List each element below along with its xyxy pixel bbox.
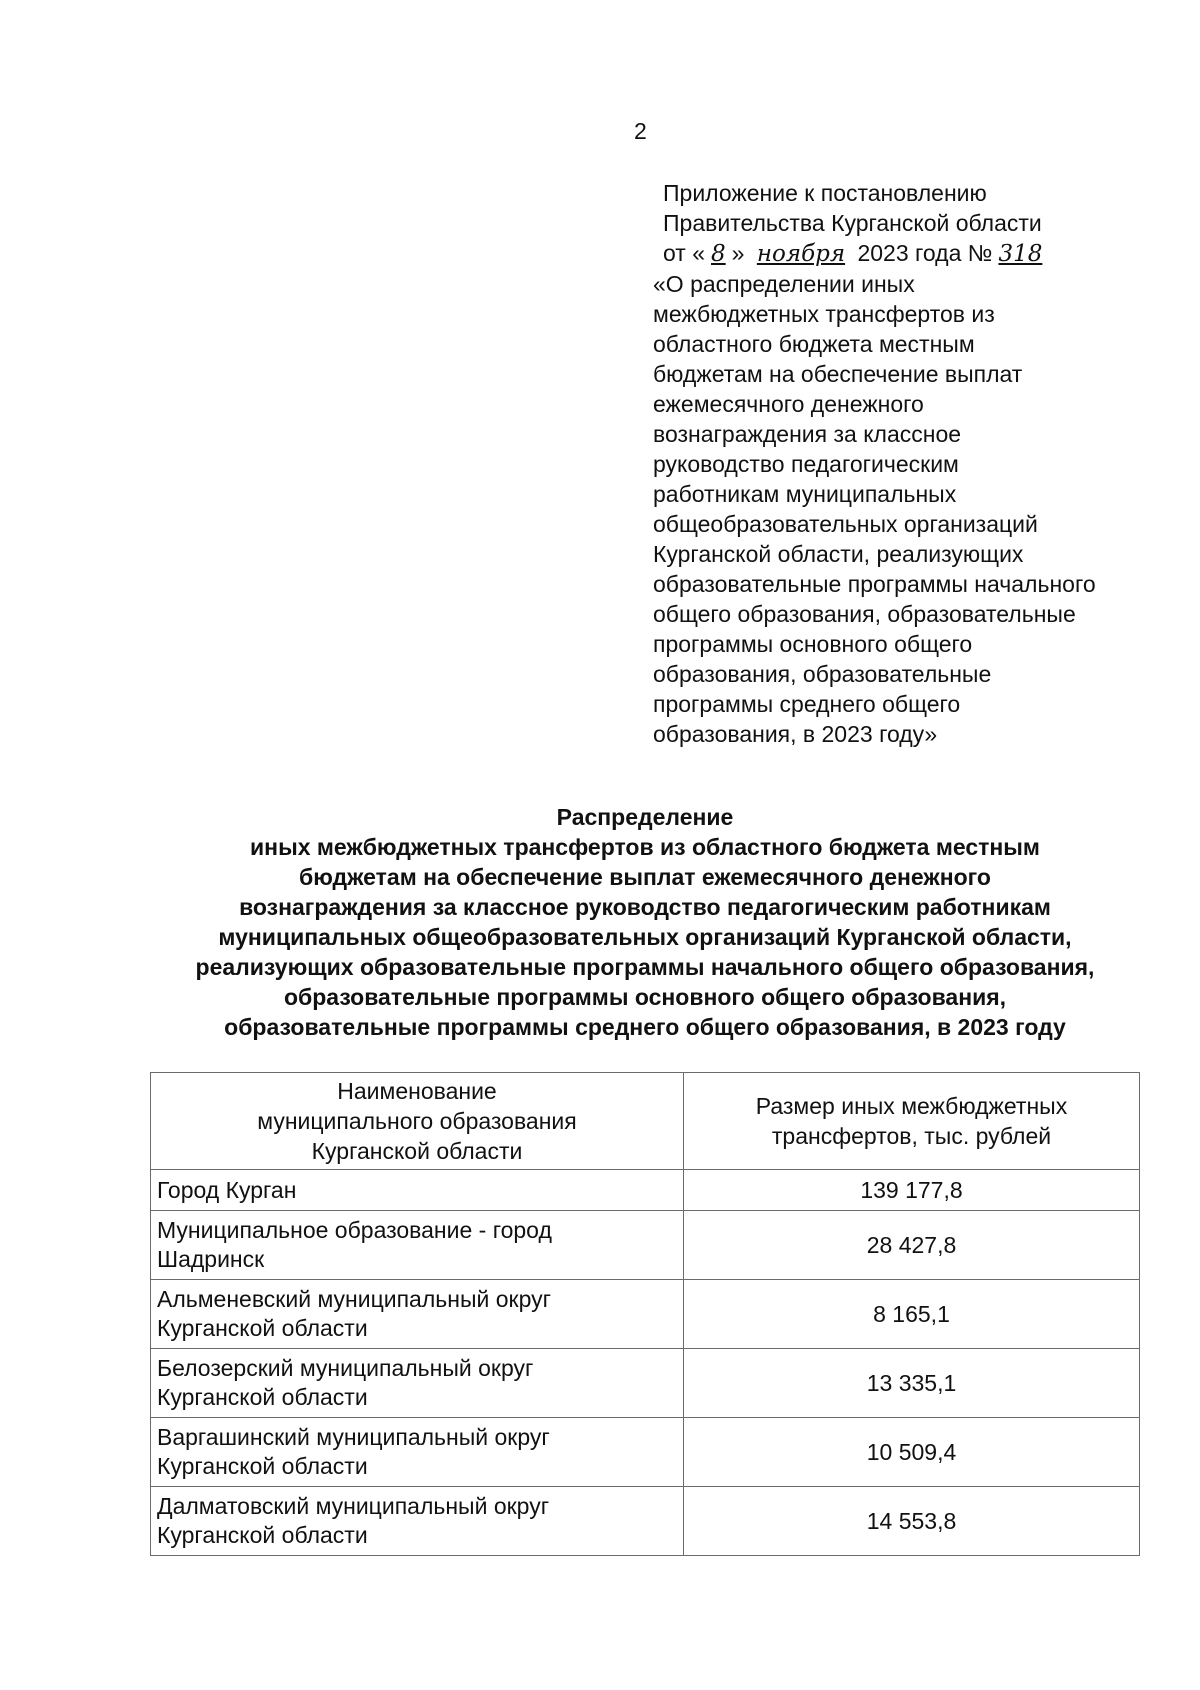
table-row [151,1349,1140,1418]
municipality-name [151,1349,684,1418]
appendix-body-line: общеобразовательных организаций [653,511,1038,537]
transfer-amount: 10 509,4 [684,1418,1140,1487]
date-prefix: от « [663,240,706,266]
header-amount [684,1073,1140,1170]
appendix-body-line: бюджетам на обеспечение выплат [653,361,1023,387]
name-line: Белозерский муниципальный округ [157,1355,534,1381]
handwritten-month: ноября [756,241,846,267]
transfer-amount: 8 165,1 [684,1280,1140,1349]
title-line: образовательные программы основного общего образования, [283,984,1007,1010]
document-title [150,802,1140,1042]
appendix-body [653,269,1096,749]
title-line: иных межбюджетных трансфертов из областного бюджета местным [250,834,1040,860]
handwritten-number: 318 [998,241,1043,267]
transfer-amount: 14 553,8 [684,1487,1140,1556]
title-line: образовательные программы среднего общего образования, в 2023 году [224,1014,1066,1040]
table-row [151,1418,1140,1487]
name-line: Город Курган [157,1177,297,1203]
name-line: Курганской области [157,1384,368,1410]
municipality-name [151,1280,684,1349]
name-line: Муниципальное образование - город [157,1217,552,1243]
title-line: муниципальных общеобразовательных организаций Курганской области, [218,924,1072,950]
appendix-body-line: межбюджетных трансфертов из [653,301,995,327]
appendix-body-line: образовательные программы начального [653,571,1096,597]
name-line: Варгашинский муниципальный округ [157,1424,550,1450]
date-mid: » [731,240,745,266]
title-heading: Распределение [556,804,734,830]
handwritten-day: 8 [711,241,726,267]
table-row [151,1487,1140,1556]
header-text: Наименование [337,1078,497,1104]
municipality-name [151,1170,684,1211]
appendix-body-line: руководство педагогическим [653,451,959,477]
appendix-body-line: «О распределении иных [653,271,915,297]
appendix-body-line: программы основного общего [653,631,973,657]
municipality-name [151,1211,684,1280]
table-row [151,1170,1140,1211]
name-line: Курганской области [157,1315,368,1341]
transfer-amount: 139 177,8 [684,1170,1140,1211]
appendix-body-line: образования, в 2023 году» [653,721,938,747]
name-line: Курганской области [157,1453,368,1479]
name-line: Шадринск [157,1246,265,1272]
header-text: муниципального образования [257,1108,577,1134]
page-number: 2 [634,118,647,144]
header-municipality [151,1073,684,1170]
name-line: Альменевский муниципальный округ [157,1286,551,1312]
date-suffix: 2023 года № [857,240,993,266]
title-line: бюджетам на обеспечение выплат ежемесячного денежного [299,864,991,890]
table-header-row [151,1073,1140,1170]
appendix-body-line: областного бюджета местным [653,331,975,357]
appendix-body-line: работникам муниципальных [653,481,957,507]
appendix-body-line: общего образования, образовательные [653,601,1076,627]
table-row [151,1280,1140,1349]
distribution-table [150,1072,1140,1556]
municipality-name [151,1418,684,1487]
appendix-body-line: образования, образовательные [653,661,992,687]
header-text: Размер иных межбюджетных [755,1093,1068,1119]
name-line: Далматовский муниципальный округ [157,1493,550,1519]
appendix-body-line: программы среднего общего [653,691,961,717]
appendix-line: Правительства Курганской области [663,210,1042,236]
appendix-body-line: Курганской области, реализующих [653,541,1024,567]
municipality-name [151,1487,684,1556]
title-line: вознаграждения за классное руководство педагогическим работникам [239,894,1051,920]
transfer-amount: 13 335,1 [684,1349,1140,1418]
transfer-amount: 28 427,8 [684,1211,1140,1280]
title-line: реализующих образовательные программы начального общего образования, [195,954,1095,980]
appendix-block [653,178,1096,749]
appendix-date-line [663,238,1096,269]
header-text: Курганской области [311,1138,523,1164]
header-text: трансфертов, тыс. рублей [771,1123,1052,1149]
appendix-line: Приложение к постановлению [663,180,987,206]
appendix-body-line: ежемесячного денежного [653,391,924,417]
name-line: Курганской области [157,1522,368,1548]
table-row [151,1211,1140,1280]
appendix-body-line: вознаграждения за классное [653,421,962,447]
